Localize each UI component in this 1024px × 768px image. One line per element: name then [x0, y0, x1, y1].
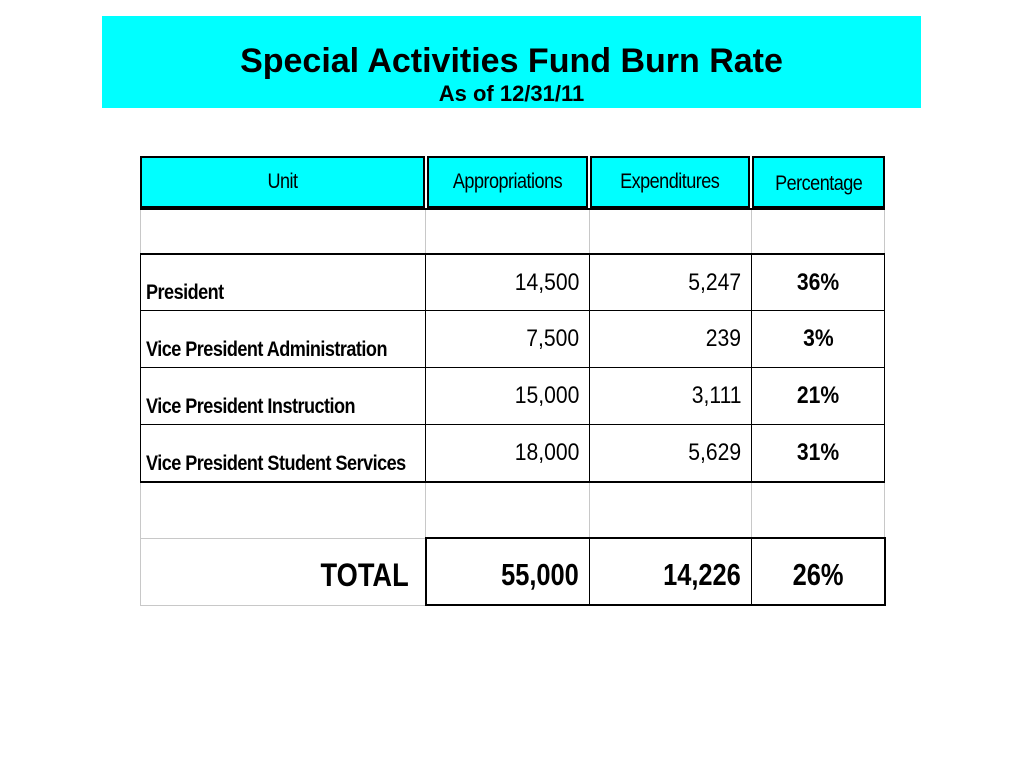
table-row-unit: Vice President Student Services — [146, 452, 406, 475]
table-row-unit: Vice President Administration — [146, 338, 387, 361]
total-label: TOTAL — [320, 556, 409, 593]
total-expenditures: 14,226 — [663, 557, 741, 592]
title-banner — [102, 16, 921, 108]
table-row-appropriations: 18,000 — [514, 439, 579, 466]
table-row-expenditures: 239 — [705, 325, 741, 352]
table-row-unit: President — [146, 281, 224, 304]
header-percentage: Percentage — [752, 156, 885, 208]
table-row-appropriations: 14,500 — [514, 268, 579, 296]
table-row-percentage: 3% — [802, 325, 834, 352]
table-row-appropriations: 15,000 — [514, 382, 579, 409]
header-appropriations: Appropriations — [427, 156, 588, 208]
header-expenditures: Expenditures — [590, 156, 750, 208]
page-subtitle: As of 12/31/11 — [438, 81, 585, 106]
table-row-expenditures: 5,247 — [688, 268, 741, 296]
total-appropriations: 55,000 — [501, 557, 579, 592]
page-title: Special Activities Fund Burn Rate — [240, 42, 783, 80]
table-row-unit: Vice President Instruction — [146, 395, 356, 418]
total-percentage: 26% — [792, 557, 844, 592]
table-row-expenditures: 5,629 — [688, 439, 741, 466]
table-row-percentage: 31% — [796, 439, 840, 466]
header-unit: Unit — [140, 156, 425, 208]
table-row-expenditures: 3,111 — [691, 382, 741, 409]
table-row-percentage: 36% — [796, 268, 840, 296]
table-row-appropriations: 7,500 — [526, 325, 579, 352]
table-row-percentage: 21% — [796, 382, 840, 409]
